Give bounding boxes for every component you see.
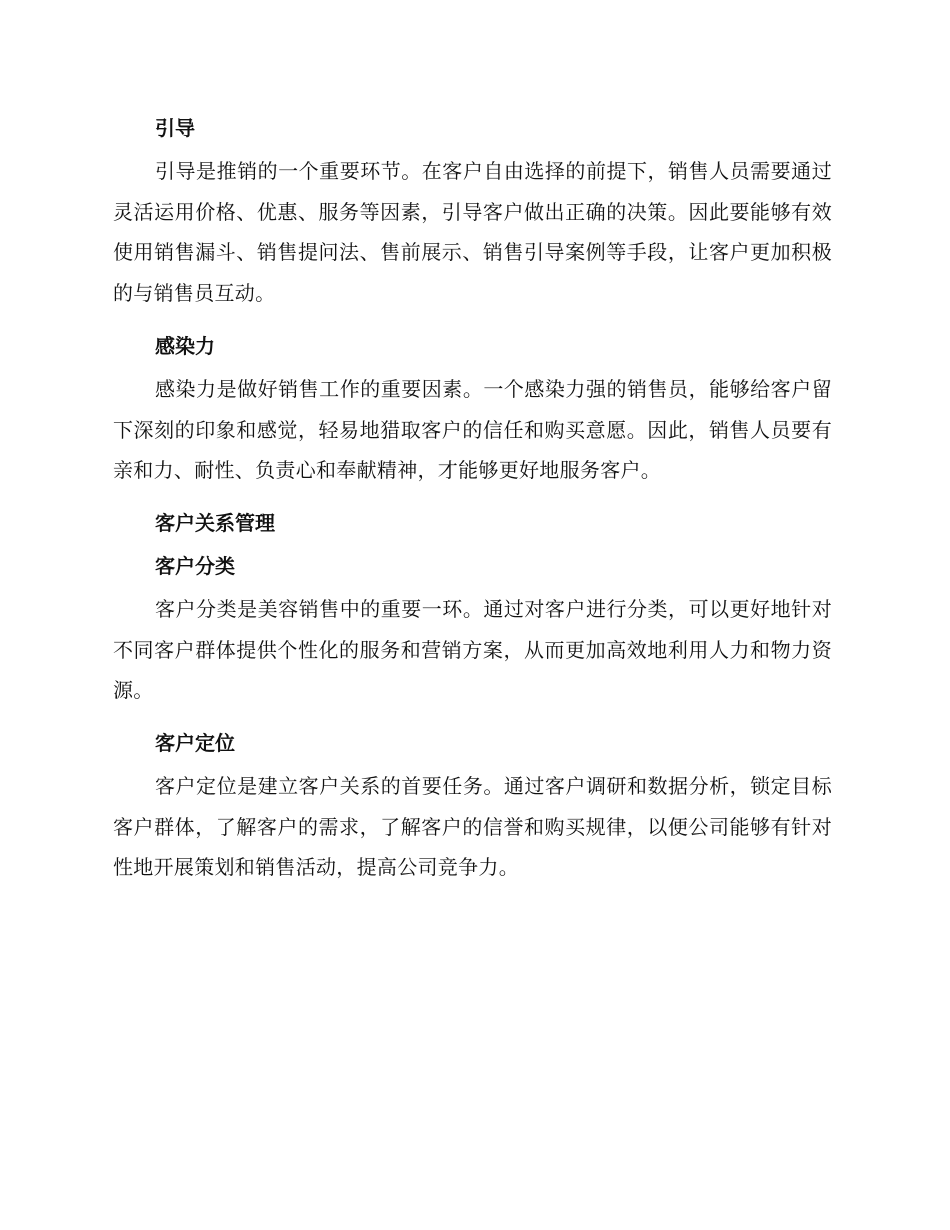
section-heading-positioning: 客户定位 xyxy=(155,731,235,756)
section-heading-classification: 客户分类 xyxy=(155,553,235,578)
section-heading-appeal: 感染力 xyxy=(155,333,215,358)
section-heading-crm: 客户关系管理 xyxy=(155,510,275,535)
section-heading-guidance: 引导 xyxy=(155,116,195,140)
section-body-classification: 客户分类是美容销售中的重要一环。通过对客户进行分类，可以更好地针对不同客户群体提供个性化的服务和营销方案，从而更加高效地利用人力和物力资源。 xyxy=(113,596,832,703)
section-body-positioning: 客户定位是建立客户关系的首要任务。通过客户调研和数据分析，锁定目标客户群体，了解客户的需求，了解客户的信誉和购买规律，以便公司能够有针对性地开展策划和销售活动，提高公司竞争力。 xyxy=(113,774,832,880)
section-body-appeal: 感染力是做好销售工作的重要因素。一个感染力强的销售员，能够给客户留下深刻的印象和感觉，轻易地猎取客户的信任和购买意愿。因此，销售人员要有亲和力、耐性、负责心和奉献精神，才能够更好地服务客户。 xyxy=(113,376,832,483)
section-body-guidance: 引导是推销的一个重要环节。在客户自由选择的前提下，销售人员需要通过灵活运用价格、优惠、服务等因素，引导客户做出正确的决策。因此要能够有效使用销售漏斗、销售提问法、售前展示、销售引导案例等手段，让客户更加积极的与销售员互动。 xyxy=(113,159,832,306)
